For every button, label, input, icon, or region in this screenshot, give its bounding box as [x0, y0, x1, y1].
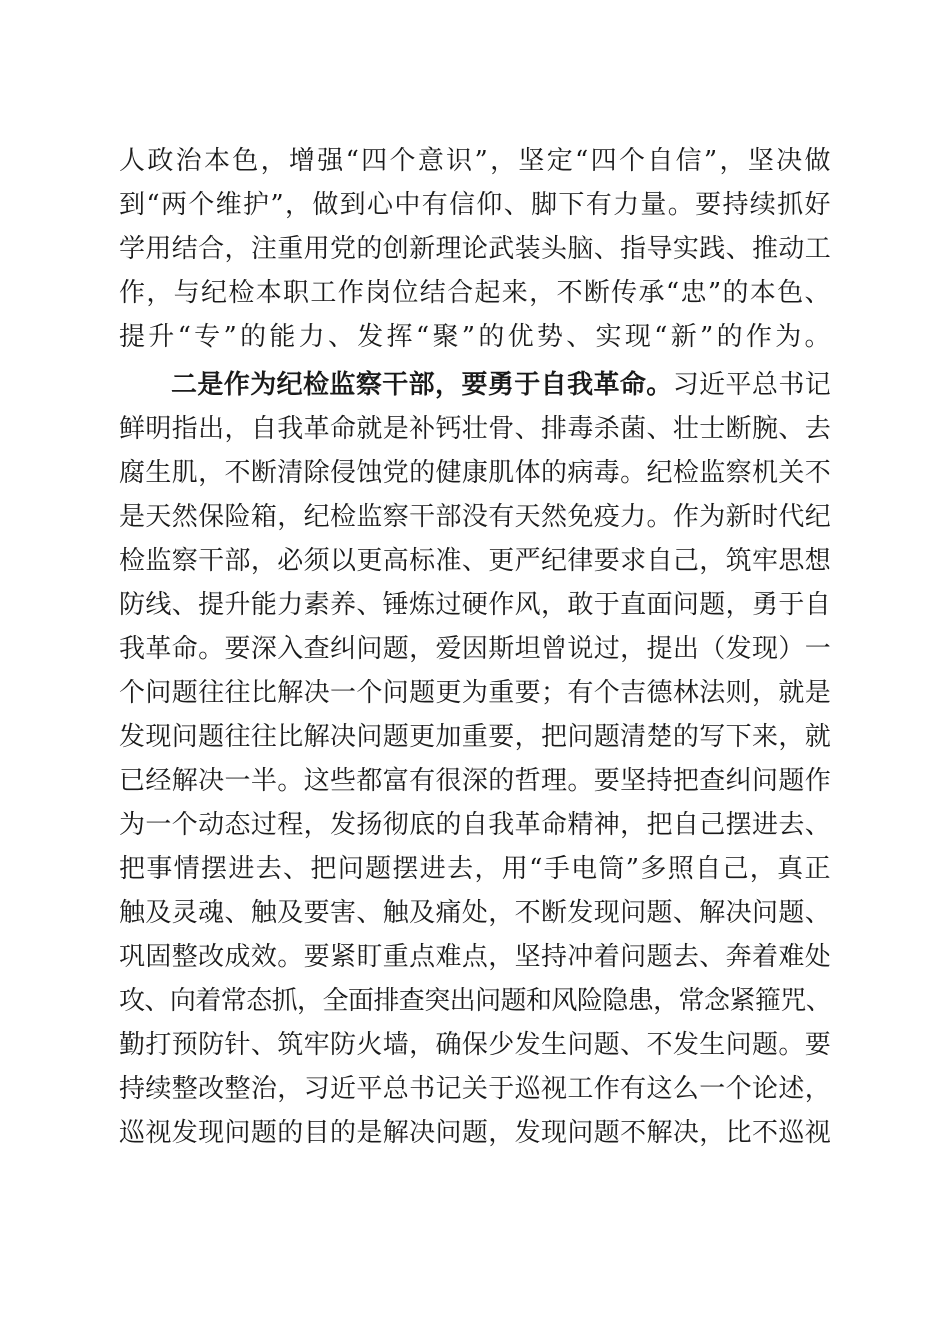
text-line: 巡视发现问题的目的是解决问题，发现问题不解决，比不巡视 [119, 1118, 831, 1148]
text-line: 鲜明指出，自我革命就是补钙壮骨、排毒杀菌、壮士断腕、去 [119, 414, 831, 444]
text-line: 学用结合，注重用党的创新理论武装头脑、指导实践、推动工 [119, 234, 831, 264]
paragraph-heading: 二是作为纪检监察干部，要勇于自我革命。 [171, 370, 673, 400]
text-line: 勤打预防针、筑牢防火墙，确保少发生问题、不发生问题。要 [119, 1030, 831, 1060]
text-line: 攻、向着常态抓，全面排查突出问题和风险隐患，常念紧箍咒、 [119, 986, 831, 1016]
text-line: 提升“专”的能力、发挥“聚”的优势、实现“新”的作为。 [119, 322, 831, 352]
text-line: 发现问题往往比解决问题更加重要，把问题清楚的写下来，就 [119, 722, 831, 752]
text-line: 是天然保险箱，纪检监察干部没有天然免疫力。作为新时代纪 [119, 502, 831, 532]
text-line: 把事情摆进去、把问题摆进去，用“手电筒”多照自己，真正 [119, 854, 831, 884]
text-line: 防线、提升能力素养、锤炼过硬作风，敢于直面问题，勇于自 [119, 590, 831, 620]
text-line: 持续整改整治，习近平总书记关于巡视工作有这么一个论述， [119, 1074, 831, 1104]
text-line: 检监察干部，必须以更高标准、更严纪律要求自己，筑牢思想 [119, 546, 831, 576]
text-line: 巩固整改成效。要紧盯重点难点，坚持冲着问题去、奔着难处 [119, 942, 831, 972]
text-line: 已经解决一半。这些都富有很深的哲理。要坚持把查纠问题作 [119, 766, 831, 796]
text-line: 到“两个维护”，做到心中有信仰、脚下有力量。要持续抓好 [119, 190, 831, 220]
text-span: 习近平总书记 [672, 370, 831, 400]
text-line: 个问题往往比解决一个问题更为重要；有个吉德林法则，就是 [119, 678, 831, 708]
paragraph-heading-line [171, 365, 831, 405]
text-line: 腐生肌，不断清除侵蚀党的健康肌体的病毒。纪检监察机关不 [119, 458, 831, 488]
text-line: 为一个动态过程，发扬彻底的自我革命精神，把自己摆进去、 [119, 810, 831, 840]
text-line: 触及灵魂、触及要害、触及痛处，不断发现问题、解决问题、 [119, 898, 831, 928]
text-line: 作，与纪检本职工作岗位结合起来，不断传承“忠”的本色、 [119, 278, 831, 308]
text-line: 我革命。要深入查纠问题，爱因斯坦曾说过，提出（发现）一 [119, 634, 831, 664]
text-line: 人政治本色，增强“四个意识”，坚定“四个自信”，坚决做 [119, 146, 831, 176]
